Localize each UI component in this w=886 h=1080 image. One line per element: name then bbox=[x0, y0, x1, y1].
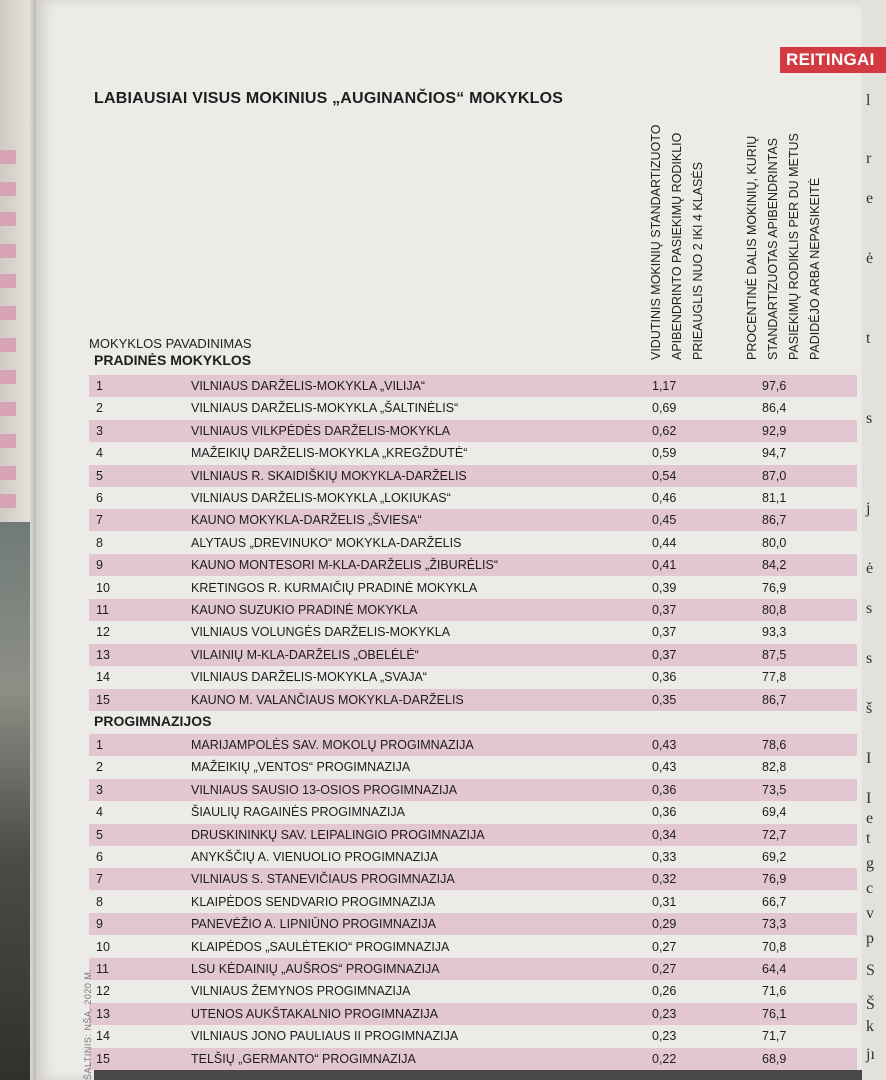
rank-number: 3 bbox=[96, 423, 103, 438]
growth-value: 0,26 bbox=[652, 984, 677, 999]
right-page-fragment: I bbox=[866, 750, 872, 767]
growth-value: 0,54 bbox=[652, 468, 677, 483]
rank-number: 12 bbox=[96, 625, 110, 640]
left-page-tab bbox=[0, 370, 16, 384]
school-name: DRUSKININKŲ SAV. LEIPALINGIO PROGIMNAZIJA bbox=[191, 827, 485, 842]
growth-value: 0,41 bbox=[652, 558, 677, 573]
school-name: ALYTAUS „DREVINUKO“ MOKYKLA-DARŽELIS bbox=[191, 535, 462, 550]
right-page-fragment: t bbox=[866, 330, 871, 347]
right-page-fragment: e bbox=[866, 810, 874, 827]
right-page-fragment: Š bbox=[866, 996, 875, 1013]
table-row bbox=[89, 397, 857, 419]
percent-value: 86,4 bbox=[762, 401, 787, 416]
school-name: TELŠIŲ „GERMANTO“ PROGIMNAZIJA bbox=[191, 1051, 416, 1066]
rank-number: 15 bbox=[96, 1051, 110, 1066]
growth-value: 0,32 bbox=[652, 872, 677, 887]
rank-number: 9 bbox=[96, 558, 103, 573]
school-name: UTENOS AUKŠTAKALNIO PROGIMNAZIJA bbox=[191, 1006, 439, 1021]
school-name: KAUNO MONTESORI M-KLA-DARŽELIS „ŽIBURĖLIS“ bbox=[191, 558, 498, 573]
table-row bbox=[89, 801, 857, 823]
column-header-percent bbox=[742, 133, 826, 360]
table-row bbox=[89, 1003, 857, 1025]
right-page-fragment: ė bbox=[866, 560, 874, 577]
percent-value: 68,9 bbox=[762, 1051, 787, 1066]
rank-number: 1 bbox=[96, 738, 103, 752]
left-page-tab bbox=[0, 150, 16, 164]
table-row bbox=[89, 621, 857, 643]
right-page-fragment: c bbox=[866, 880, 874, 897]
rank-number: 4 bbox=[96, 805, 103, 820]
school-name: MAŽEIKIŲ DARŽELIS-MOKYKLA „KREGŽDUTĖ“ bbox=[191, 446, 468, 461]
percent-value: 81,1 bbox=[762, 491, 787, 505]
bottom-photo-strip bbox=[94, 1070, 862, 1080]
percent-value: 76,9 bbox=[762, 580, 787, 595]
percent-value: 76,1 bbox=[762, 1006, 787, 1021]
school-name: MARIJAMPOLĖS SAV. MOKOLŲ PROGIMNAZIJA bbox=[191, 738, 474, 752]
table-row bbox=[89, 958, 857, 980]
right-page-fragment: s bbox=[866, 650, 873, 667]
source-note: ŠALTINIS: NŠA, 2020 M. bbox=[83, 968, 93, 1080]
percent-value: 72,7 bbox=[762, 827, 787, 842]
table-row bbox=[89, 891, 857, 913]
school-name: VILNIAUS S. STANEVIČIAUS PROGIMNAZIJA bbox=[191, 872, 455, 887]
rank-number: 13 bbox=[96, 647, 110, 662]
school-name: KLAIPĖDOS „SAULĖTEKIO“ PROGIMNAZIJA bbox=[191, 939, 450, 954]
percent-value: 78,6 bbox=[762, 738, 787, 752]
percent-value: 82,8 bbox=[762, 760, 787, 775]
table-row bbox=[89, 465, 857, 487]
school-name: MAŽEIKIŲ „VENTOS“ PROGIMNAZIJA bbox=[191, 760, 411, 775]
growth-value: 0,27 bbox=[652, 962, 677, 976]
rank-number: 1 bbox=[96, 379, 103, 393]
table-row bbox=[89, 824, 857, 846]
table-row bbox=[89, 756, 857, 778]
percent-value: 77,8 bbox=[762, 670, 787, 685]
percent-value: 69,4 bbox=[762, 805, 787, 820]
percent-value: 80,8 bbox=[762, 603, 787, 617]
rank-number: 4 bbox=[96, 446, 103, 461]
column-header-growth bbox=[646, 125, 709, 360]
growth-value: 0,31 bbox=[652, 894, 677, 909]
table-row bbox=[89, 779, 857, 801]
rank-number: 8 bbox=[96, 894, 103, 909]
school-name: VILAINIŲ M-KLA-DARŽELIS „OBELĖLĖ“ bbox=[191, 647, 419, 662]
percent-value: 69,2 bbox=[762, 850, 787, 864]
rank-number: 10 bbox=[96, 580, 110, 595]
right-page-fragment: ė bbox=[866, 250, 874, 267]
growth-value: 0,43 bbox=[652, 760, 677, 775]
percent-value: 70,8 bbox=[762, 939, 787, 954]
percent-value: 66,7 bbox=[762, 894, 787, 909]
percent-value: 97,6 bbox=[762, 379, 787, 393]
rank-number: 2 bbox=[96, 760, 103, 775]
percent-value: 84,2 bbox=[762, 558, 787, 573]
growth-value: 0,36 bbox=[652, 782, 677, 797]
section-title: PROGIMNAZIJOS bbox=[94, 713, 212, 729]
growth-value: 0,23 bbox=[652, 1029, 677, 1044]
left-page-photo bbox=[0, 522, 30, 1080]
school-name: ŠIAULIŲ RAGAINĖS PROGIMNAZIJA bbox=[191, 805, 405, 820]
right-page-fragment: jı bbox=[866, 1046, 875, 1063]
growth-value: 0,43 bbox=[652, 738, 677, 752]
rank-number: 11 bbox=[96, 962, 109, 976]
percent-value: 71,7 bbox=[762, 1029, 787, 1044]
right-page-edge bbox=[862, 0, 886, 1080]
right-page-fragment: l bbox=[866, 92, 871, 109]
column-header-line: PROCENTINĖ DALIS MOKINIŲ, KURIŲ bbox=[745, 135, 759, 360]
rank-number: 3 bbox=[96, 782, 103, 797]
table-row bbox=[89, 846, 857, 868]
percent-value: 92,9 bbox=[762, 423, 787, 438]
percent-value: 87,5 bbox=[762, 647, 787, 662]
left-page-tab bbox=[0, 212, 16, 226]
right-page-fragment: r bbox=[866, 150, 872, 167]
right-page-fragment: k bbox=[866, 1018, 874, 1035]
table-row bbox=[89, 487, 857, 509]
table-row bbox=[89, 868, 857, 890]
school-name: VILNIAUS DARŽELIS-MOKYKLA „LOKIUKAS“ bbox=[191, 491, 451, 505]
column-header-line: VIDUTINIS MOKINIŲ STANDARTIZUOTO bbox=[649, 124, 663, 360]
table-row bbox=[89, 375, 857, 397]
right-page-fragment: p bbox=[866, 930, 874, 947]
left-page-tab bbox=[0, 466, 16, 480]
growth-value: 0,29 bbox=[652, 917, 677, 932]
rank-number: 8 bbox=[96, 535, 103, 550]
column-header-line: APIBENDRINTO PASIEKIMŲ RODIKLIO bbox=[670, 132, 684, 360]
growth-value: 0,69 bbox=[652, 401, 677, 416]
right-page-fragment: e bbox=[866, 190, 874, 207]
growth-value: 0,46 bbox=[652, 491, 677, 505]
rank-number: 14 bbox=[96, 670, 110, 685]
column-label-school-name: MOKYKLOS PAVADINIMAS bbox=[89, 336, 252, 351]
percent-value: 93,3 bbox=[762, 625, 787, 640]
table-row bbox=[89, 442, 857, 464]
growth-value: 0,23 bbox=[652, 1006, 677, 1021]
rank-number: 5 bbox=[96, 827, 103, 842]
growth-value: 0,39 bbox=[652, 580, 677, 595]
percent-value: 94,7 bbox=[762, 446, 787, 461]
left-page-tab bbox=[0, 274, 16, 288]
school-name: VILNIAUS VOLUNGĖS DARŽELIS-MOKYKLA bbox=[191, 625, 451, 640]
growth-value: 0,34 bbox=[652, 827, 677, 842]
right-page-fragment: v bbox=[866, 905, 874, 922]
table-row bbox=[89, 980, 857, 1002]
school-name: KLAIPĖDOS SENDVARIO PROGIMNAZIJA bbox=[191, 894, 436, 909]
school-name: VILNIAUS ŽEMYNOS PROGIMNAZIJA bbox=[191, 984, 411, 999]
growth-value: 1,17 bbox=[652, 379, 677, 393]
table-row bbox=[89, 532, 857, 554]
right-page-fragment: š bbox=[866, 700, 873, 717]
school-name: VILNIAUS DARŽELIS-MOKYKLA „VILIJA“ bbox=[191, 379, 426, 393]
right-page-fragment: S bbox=[866, 962, 875, 979]
percent-value: 86,7 bbox=[762, 513, 787, 528]
rank-number: 6 bbox=[96, 491, 103, 505]
table-row bbox=[89, 689, 857, 711]
growth-value: 0,27 bbox=[652, 939, 677, 954]
growth-value: 0,22 bbox=[652, 1051, 677, 1066]
school-name: PANEVĖŽIO A. LIPNIŪNO PROGIMNAZIJA bbox=[191, 917, 436, 932]
table-row bbox=[89, 644, 857, 666]
rank-number: 11 bbox=[96, 603, 109, 617]
table-row bbox=[89, 1048, 857, 1070]
right-page-fragment: t bbox=[866, 830, 871, 847]
percent-value: 73,3 bbox=[762, 917, 787, 932]
right-page-fragment: I bbox=[866, 790, 872, 807]
school-name: VILNIAUS DARŽELIS-MOKYKLA „ŠALTINĖLIS“ bbox=[191, 401, 459, 416]
school-name: VILNIAUS R. SKAIDIŠKIŲ MOKYKLA-DARŽELIS bbox=[191, 468, 467, 483]
right-page-fragment: j bbox=[866, 500, 871, 517]
table-row bbox=[89, 599, 857, 621]
left-page-tab bbox=[0, 306, 16, 320]
percent-value: 64,4 bbox=[762, 962, 787, 976]
left-page-tab bbox=[0, 182, 16, 196]
right-page-fragment: s bbox=[866, 410, 873, 427]
school-name: VILNIAUS DARŽELIS-MOKYKLA „SVAJA“ bbox=[191, 670, 427, 685]
rank-number: 13 bbox=[96, 1006, 110, 1021]
growth-value: 0,62 bbox=[652, 423, 677, 438]
growth-value: 0,44 bbox=[652, 535, 677, 550]
rank-number: 12 bbox=[96, 984, 110, 999]
table-row bbox=[89, 936, 857, 958]
left-page-tab bbox=[0, 244, 16, 258]
column-header-line: PASIEKIMŲ RODIKLIS PER DU METUS bbox=[787, 133, 801, 360]
table-row bbox=[89, 554, 857, 576]
growth-value: 0,33 bbox=[652, 850, 677, 864]
page-title: LABIAUSIAI VISUS MOKINIUS „AUGINANČIOS“ MOKYKLOS bbox=[94, 90, 564, 107]
rank-number: 5 bbox=[96, 468, 103, 483]
school-name: LSU KĖDAINIŲ „AUŠROS“ PROGIMNAZIJA bbox=[191, 962, 440, 976]
column-header-line: PADIDĖJO ARBA NEPASIKEITĖ bbox=[808, 177, 822, 360]
rank-number: 7 bbox=[96, 513, 103, 528]
percent-value: 86,7 bbox=[762, 692, 787, 707]
growth-value: 0,36 bbox=[652, 805, 677, 820]
rank-number: 6 bbox=[96, 850, 103, 864]
school-name: VILNIAUS JONO PAULIAUS II PROGIMNAZIJA bbox=[191, 1029, 459, 1044]
right-page-fragment: s bbox=[866, 600, 873, 617]
growth-value: 0,45 bbox=[652, 513, 677, 528]
section-title: PRADINĖS MOKYKLOS bbox=[94, 352, 252, 368]
school-name: VILNIAUS VILKPĖDĖS DARŽELIS-MOKYKLA bbox=[191, 423, 451, 438]
rank-number: 15 bbox=[96, 692, 110, 707]
rank-number: 7 bbox=[96, 872, 103, 887]
section-badge: REITINGAI bbox=[780, 47, 886, 73]
percent-value: 73,5 bbox=[762, 782, 787, 797]
percent-value: 87,0 bbox=[762, 468, 787, 483]
left-page-tab bbox=[0, 338, 16, 352]
left-page-tab bbox=[0, 434, 16, 448]
table-row bbox=[89, 420, 857, 442]
school-name: VILNIAUS SAUSIO 13-OSIOS PROGIMNAZIJA bbox=[191, 782, 458, 797]
left-page-tab bbox=[0, 494, 16, 508]
table-row bbox=[89, 666, 857, 688]
growth-value: 0,37 bbox=[652, 625, 677, 640]
school-name: KAUNO MOKYKLA-DARŽELIS „ŠVIESA“ bbox=[191, 513, 422, 528]
growth-value: 0,59 bbox=[652, 446, 677, 461]
left-page-tab bbox=[0, 402, 16, 416]
table-row bbox=[89, 509, 857, 531]
percent-value: 80,0 bbox=[762, 535, 787, 550]
right-page-fragment: g bbox=[866, 855, 874, 872]
column-header-line: STANDARTIZUOTAS APIBENDRINTAS bbox=[766, 137, 780, 360]
table-row bbox=[89, 734, 857, 756]
growth-value: 0,37 bbox=[652, 603, 677, 617]
school-name: KRETINGOS R. KURMAIČIŲ PRADINĖ MOKYKLA bbox=[191, 580, 478, 595]
school-name: KAUNO M. VALANČIAUS MOKYKLA-DARŽELIS bbox=[191, 692, 464, 707]
table-row bbox=[89, 1025, 857, 1047]
percent-value: 76,9 bbox=[762, 872, 787, 887]
growth-value: 0,37 bbox=[652, 647, 677, 662]
column-header-line: PRIEAUGLIS NUO 2 IKI 4 KLASĖS bbox=[691, 162, 705, 360]
table-row bbox=[89, 577, 857, 599]
rank-number: 14 bbox=[96, 1029, 110, 1044]
school-name: KAUNO SUZUKIO PRADINĖ MOKYKLA bbox=[191, 603, 418, 617]
table-row bbox=[89, 913, 857, 935]
growth-value: 0,35 bbox=[652, 692, 677, 707]
rank-number: 2 bbox=[96, 401, 103, 416]
percent-value: 71,6 bbox=[762, 984, 787, 999]
school-name: ANYKŠČIŲ A. VIENUOLIO PROGIMNAZIJA bbox=[191, 850, 439, 864]
growth-value: 0,36 bbox=[652, 670, 677, 685]
rank-number: 9 bbox=[96, 917, 103, 932]
rank-number: 10 bbox=[96, 939, 110, 954]
